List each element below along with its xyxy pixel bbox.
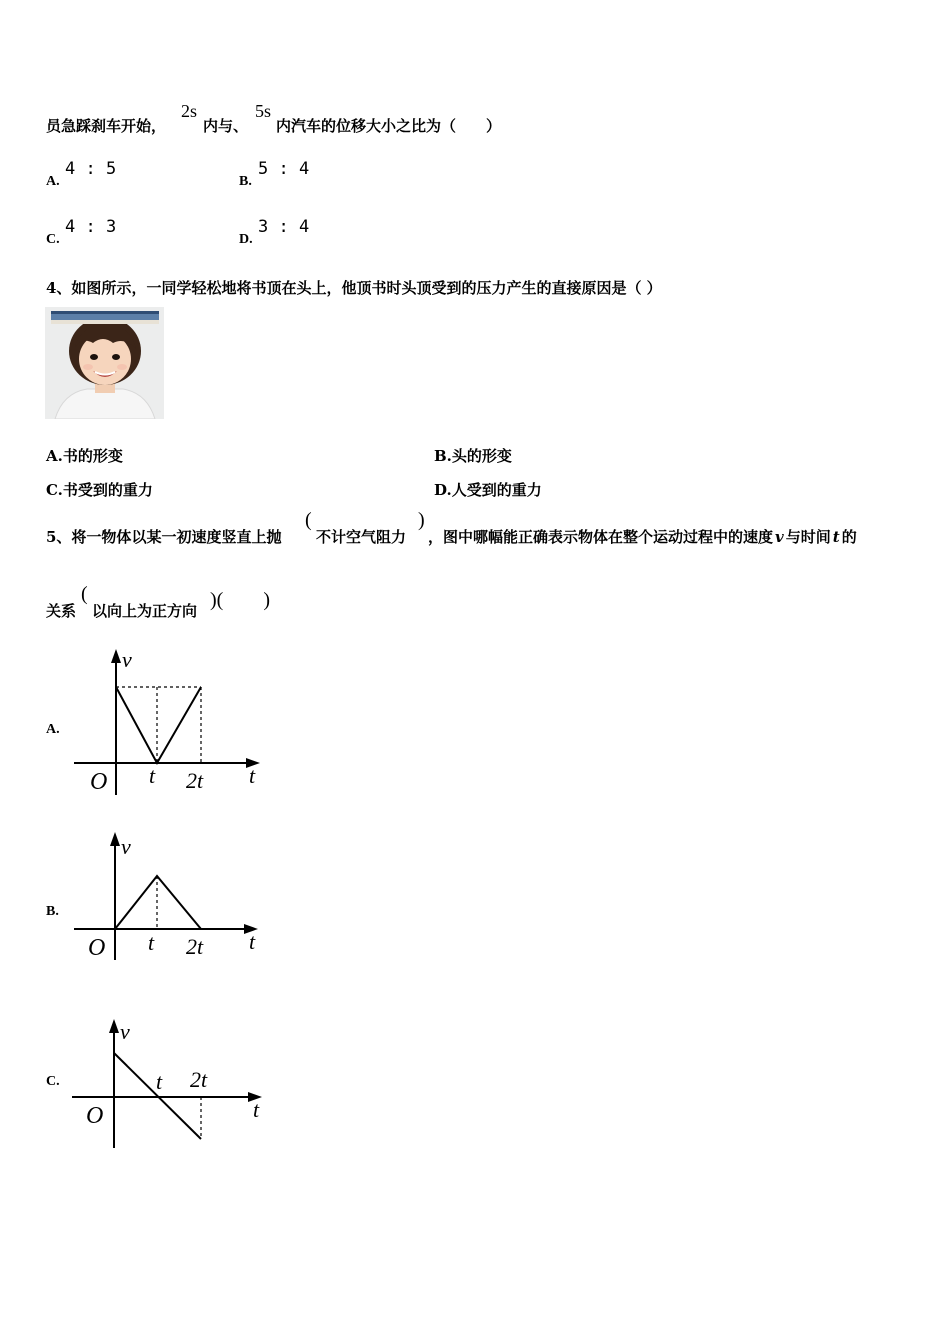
q4-option-a-text: 书的形变 xyxy=(62,447,123,465)
q5-option-a-letter[interactable]: A. xyxy=(46,722,60,737)
q5-stem-part-b xyxy=(428,526,857,547)
q5-a-axis-t-label: t xyxy=(249,763,256,788)
q5-c-origin-label: O xyxy=(86,1103,104,1129)
q3-option-a-value[interactable]: 4 : 5 xyxy=(65,159,117,179)
q5-c-axis-t-label: t xyxy=(253,1097,260,1122)
q5-line2-end: )( ) xyxy=(210,589,270,611)
q3-option-c-value[interactable]: 4 : 3 xyxy=(65,217,117,237)
q5-var-t: t xyxy=(832,528,840,546)
q5-line2-a: 关系 xyxy=(46,602,77,620)
q5-stem-b: ，图中哪幅能正确表示物体在整个运动过程中的速度 xyxy=(428,528,774,546)
q5-option-a-graph[interactable] xyxy=(68,645,268,800)
q5-a-2t-label: 2t xyxy=(186,768,204,793)
q5-option-c-graph[interactable] xyxy=(68,1015,268,1151)
q4-option-d-letter: D. xyxy=(434,481,452,499)
q5-option-b-letter[interactable]: B. xyxy=(46,904,59,919)
q3-option-d-letter[interactable]: D. xyxy=(239,232,253,247)
q3-stem-part-c: 内汽车的位移大小之比为（ ） xyxy=(276,117,502,135)
q3-option-b-letter[interactable]: B. xyxy=(239,174,252,189)
q3-option-c-letter[interactable]: C. xyxy=(46,232,60,247)
q5-b-2t-label: 2t xyxy=(186,934,204,959)
q5-c-2t-label: 2t xyxy=(190,1067,208,1092)
q4-option-b-letter: B. xyxy=(434,447,452,465)
q5-stem-c: 与时间 xyxy=(785,528,831,546)
q4-option-a-letter: A. xyxy=(46,447,63,465)
q3-option-a-letter[interactable]: A. xyxy=(46,174,60,189)
q4-option-c[interactable] xyxy=(46,479,153,500)
q4-stem: 4、如图所示，一同学轻松地将书顶在头上，他顶书时头顶受到的压力产生的直接原因是（ ） xyxy=(46,279,662,297)
q4-option-d-text: 人受到的重力 xyxy=(451,481,542,499)
q5-b-v-label: v xyxy=(121,834,131,859)
q5-a-origin-label: O xyxy=(90,769,108,795)
q5-c-t-label: t xyxy=(156,1069,163,1094)
q4-option-c-letter: C. xyxy=(46,481,63,499)
q5-b-origin-label: O xyxy=(88,935,106,961)
q4-option-b[interactable] xyxy=(434,445,512,466)
q5-line2-paren-open: ( xyxy=(81,583,88,605)
q3-option-b-value[interactable]: 5 : 4 xyxy=(258,159,310,179)
q3-time-1: 2s xyxy=(181,101,198,121)
q4-option-c-text: 书受到的重力 xyxy=(62,481,153,499)
q5-a-t-label: t xyxy=(149,763,156,788)
q4-option-b-text: 头的形变 xyxy=(451,447,512,465)
q4-option-a[interactable] xyxy=(46,445,123,466)
q5-b-t-label: t xyxy=(148,930,155,955)
q4-option-d[interactable] xyxy=(434,479,542,500)
q3-time-2: 5s xyxy=(255,101,272,121)
q5-paren-open: ( xyxy=(305,509,312,531)
q5-paren-close: ) xyxy=(418,509,425,531)
q5-stem-part-a: 5、将一物体以某一初速度竖直上抛 xyxy=(46,528,282,546)
q3-stem-part-b: 内与、 xyxy=(203,117,249,135)
q3-option-d-value[interactable]: 3 : 4 xyxy=(258,217,310,237)
q5-c-v-label: v xyxy=(120,1019,130,1044)
q5-var-v: v xyxy=(775,528,784,546)
q5-line2-paren: 以向上为正方向 xyxy=(92,602,198,620)
q5-stem-d: 的 xyxy=(841,528,857,546)
child-with-book-photo xyxy=(45,307,164,419)
q5-stem-paren: 不计空气阻力 xyxy=(316,528,407,546)
q5-a-v-label: v xyxy=(122,647,132,672)
q5-option-c-letter[interactable]: C. xyxy=(46,1074,60,1089)
q5-b-axis-t-label: t xyxy=(249,929,256,954)
q3-stem-part-a: 员急踩刹车开始， xyxy=(46,117,167,135)
q5-option-b-graph[interactable] xyxy=(68,828,268,963)
